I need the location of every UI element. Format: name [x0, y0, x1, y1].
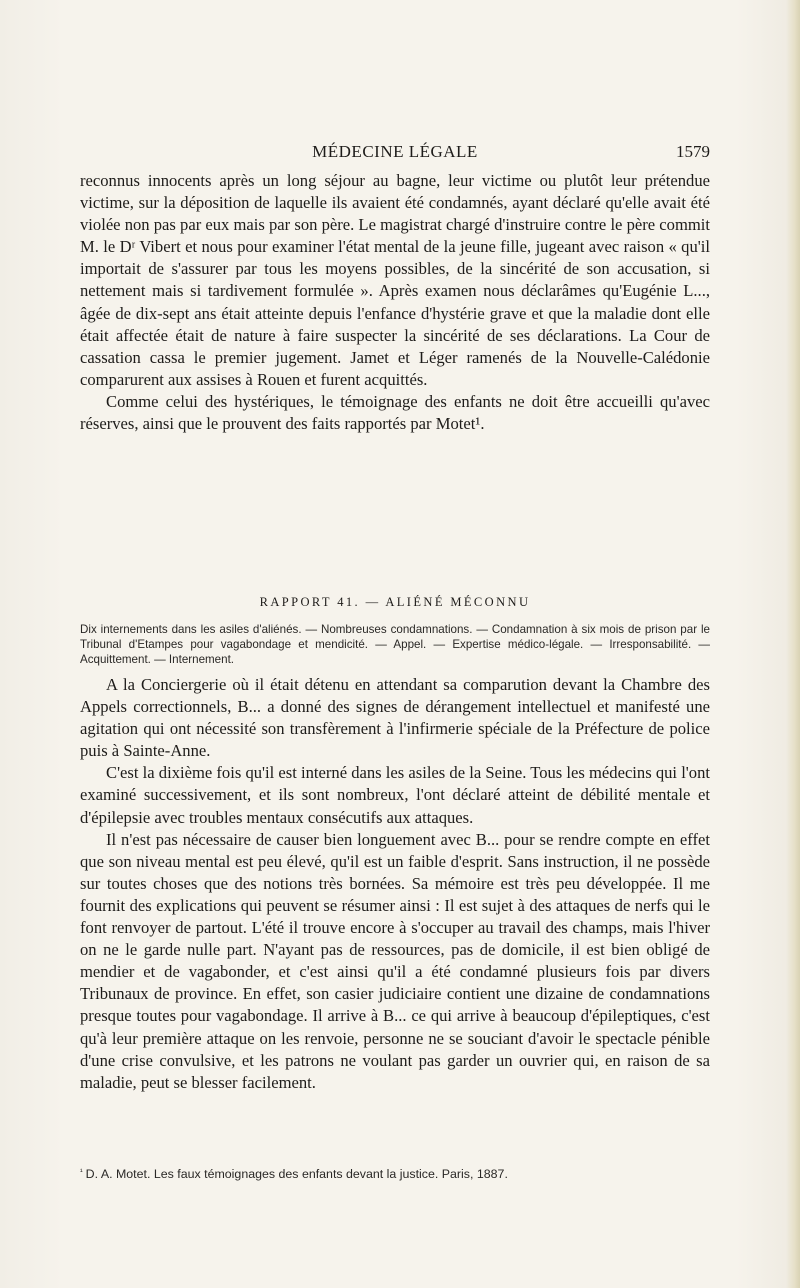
paragraph: A la Conciergerie où il était détenu en attendant sa comparution devant la Chambre des Appels correctionnels, B... a donné des signes de dérangement intellectuel et manifesté une agitation qui ont nécessité son transfèrement à l'infirmerie spéciale de la Préfecture de police puis à Sainte-Anne.	[80, 675, 710, 761]
footnote	[80, 1164, 710, 1182]
report-summary	[80, 622, 710, 667]
report-heading: RAPPORT 41. — ALIÉNÉ MÉCONNU	[259, 595, 531, 609]
page-edge	[786, 0, 800, 1288]
report-body	[80, 674, 710, 1094]
footnote-marker: ¹	[80, 1167, 83, 1176]
running-title: MÉDECINE LÉGALE	[312, 142, 478, 161]
page-number: 1579	[676, 142, 710, 161]
paragraph: reconnus innocents après un long séjour au bagne, leur victime ou plutôt leur prétendue victime, sur la déposition de laquelle ils avaient été condamnés, ayant déclaré qu'elle avait été violée non pas par eux mais par son père. Le magistrat chargé d'instruire contre le père commit M. le Dʳ Vibert et nous pour examiner l'état mental de la jeune fille, jugeant avec raison « qu'il importait de s'assurer par tous les moyens possibles, de la sincérité de son accusation, si nettement mais si tardivement formulée ». Après examen nous déclarâmes qu'Eugénie L..., âgée de dix-sept ans était atteinte depuis l'enfance d'hystérie grave et que la maladie dont elle était affectée était de nature à faire suspecter la sincérité de ses déclarations. La Cour de cassation cassa le premier jugement. Jamet et Léger ramenés de la Nouvelle-Calédonie comparurent aux assises à Rouen et furent acquittés.	[80, 171, 710, 389]
paragraph: Comme celui des hystériques, le témoignage des enfants ne doit être accueilli qu'avec réserves, ainsi que le prouvent des faits rapportés par Motet¹.	[80, 391, 710, 434]
paragraph: C'est la dixième fois qu'il est interné dans les asiles de la Seine. Tous les médecins qui l'ont examiné successivement, et ils sont nombreux, l'ont déclaré atteint de débilité mentale et d'épilepsie avec troubles mentaux consécutifs aux attaques.	[80, 763, 710, 827]
continuation-text	[80, 170, 710, 435]
summary-text: Dix internements dans les asiles d'aliénés. — Nombreuses condamnations. — Condamnation à six mois de prison par le Tribunal d'Etampes pour vagabondage et mendicité. — Appel. — Expertise médico-légale. — Irresponsabilité. — Acquittement. — Internement.	[80, 623, 710, 666]
footnote-text: D. A. Motet. Les faux témoignages des enfants devant la justice. Paris, 1887.	[85, 1167, 508, 1181]
page-header	[80, 142, 710, 166]
paragraph: Il n'est pas nécessaire de causer bien longuement avec B... pour se rendre compte en effet que son niveau mental est peu élevé, qu'il est un faible d'esprit. Sans instruction, il ne possède sur toutes choses que des notions très bornées. Sa mémoire est très peu développée. Il me fournit des explications qui peuvent se résumer ainsi : Il est sujet à des attaques de nerfs qui le font renvoyer de partout. L'été il trouve encore à s'occuper au travail des champs, mais l'hiver on ne le garde nulle part. N'ayant pas de ressources, pas de domicile, il est bien obligé de mendier et de vagabonder, et c'est ainsi qu'il a été condamné plusieurs fois par divers Tribunaux de province. En effet, son casier judiciaire contient une dizaine de condamnations presque toutes pour vagabondage. Il arrive à B... ce qui arrive à beaucoup d'épileptiques, c'est qu'à leur première attaque on les renvoie, personne ne se souciant d'avoir le spectacle pénible d'une crise convulsive, et les patrons ne voulant pas garder un ouvrier qui, en raison de sa maladie, peut se blesser facilement.	[80, 829, 710, 1092]
